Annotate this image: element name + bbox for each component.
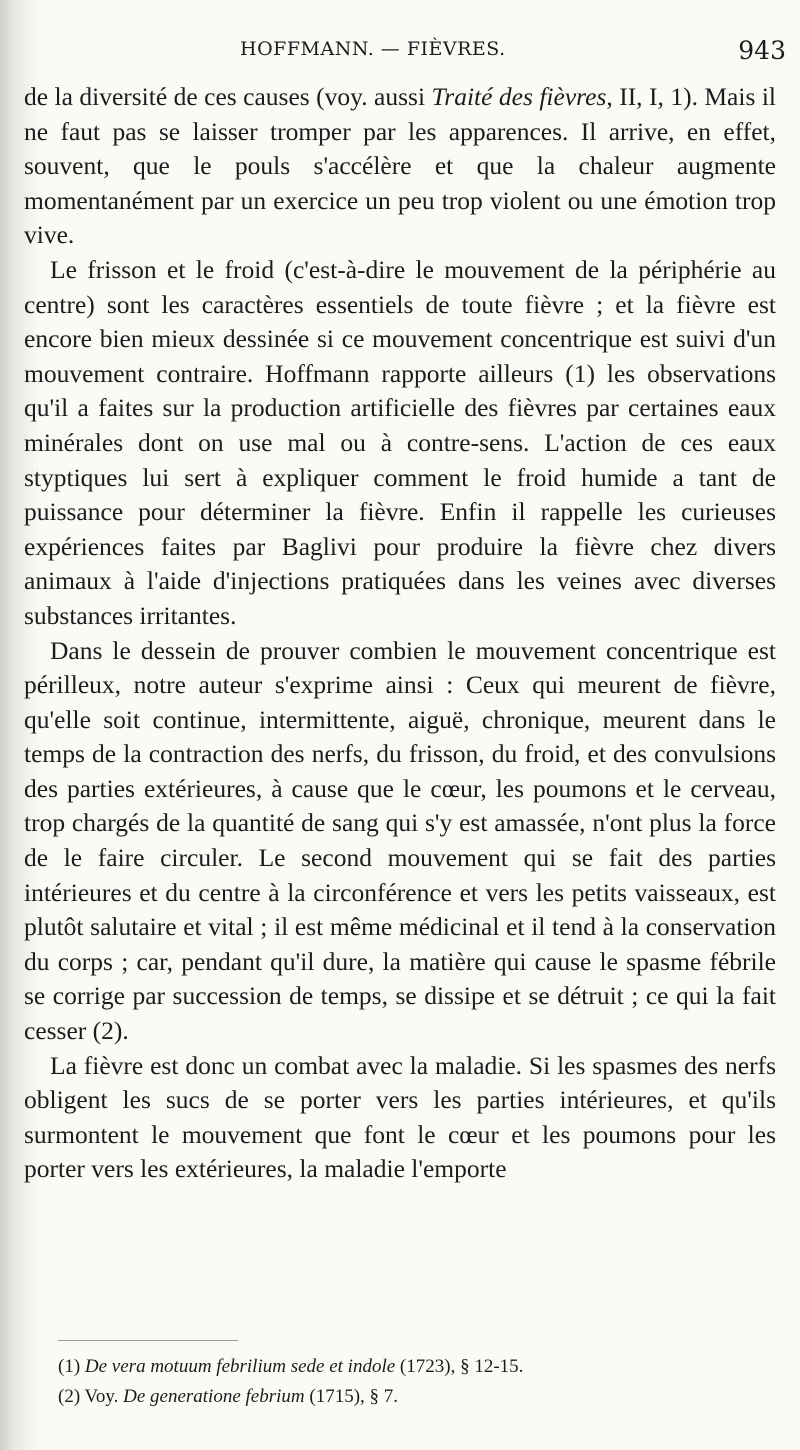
footnote-2-mark: (2) Voy.: [58, 1386, 124, 1407]
footnote-1-title: De vera motuum febrilium sede et indole: [84, 1356, 396, 1377]
paragraph-1: [24, 80, 776, 253]
body-text: [24, 80, 776, 1187]
footnote-2: [58, 1382, 758, 1412]
paragraph-1-before: de la diversité de ces causes (voy. aussi: [24, 82, 432, 111]
page-header: [0, 38, 800, 78]
running-title: HOFFMANN. — FIÈVRES.: [240, 38, 506, 60]
footnote-2-title: De generatione febrium: [123, 1386, 305, 1407]
footnotes: [58, 1352, 758, 1412]
paragraph-2: Le frisson et le froid (c'est-à-dire le mouvement de la périphérie au centre) sont les caractères essentiels de toute fièvre ; et la fièvre est encore bien mieux dessinée si ce mouvement concentrique est suivi d'un mouvement contraire. Hoffmann rapporte ailleurs (1) les observations qu'il a faites sur la production artificielle des fièvres par certaines eaux minérales dont on use mal ou à contre-sens. L'action de ces eaux styptiques lui sert à expliquer comment le froid humide a tant de puissance pour déterminer la fièvre. Enfin il rappelle les curieuses expériences faites par Baglivi pour produire la fièvre chez divers animaux à l'aide d'injections pratiquées dans les veines avec diverses substances irritantes.: [24, 254, 776, 630]
footnote-1-mark: (1): [58, 1356, 85, 1377]
footnote-1: [58, 1352, 758, 1382]
paragraph-1-after: , II, I, 1). Mais il ne faut pas se laisser tromper par les apparences. Il arrive, en effet, souvent, que le pouls s'accélère et que la chaleur augmente momentanément par un exercice un peu trop violent ou une émotion trop vive.: [24, 82, 777, 250]
paragraph-4: La fièvre est donc un combat avec la maladie. Si les spasmes des nerfs obligent les sucs de se porter vers les parties intérieures, et qu'ils surmontent le mouvement que font le cœur et les poumons pour les porter vers les extérieures, la maladie l'emporte: [24, 1050, 776, 1184]
footnote-2-after: (1715), § 7.: [304, 1386, 399, 1407]
footnote-1-after: (1723), § 12-15.: [395, 1356, 524, 1377]
paragraph-1-italic-title: Traité des fièvres: [431, 82, 607, 111]
footnote-rule: [58, 1340, 238, 1341]
page-number: 943: [738, 36, 786, 65]
paragraph-3: Dans le dessein de prouver combien le mouvement concentrique est périlleux, notre auteur s'exprime ainsi : Ceux qui meurent de fièvre, qu'elle soit continue, intermittente, aiguë, chronique, meurent dans le temps de la contraction des nerfs, du frisson, du froid, et des convulsions des parties extérieures, à cause que le cœur, les poumons et le cerveau, trop chargés de la quantité de sang qui s'y est amassée, n'ont plus la force de le faire circuler. Le second mouvement qui se fait des parties intérieures et du centre à la circonférence et vers les petits vaisseaux, est plutôt salutaire et vital ; il est même médicinal et il tend à la conservation du corps ; car, pendant qu'il dure, la matière qui cause le spasme fébrile se corrige par succession de temps, se dissipe et se détruit ; ce qui la fait cesser (2).: [24, 635, 776, 1046]
